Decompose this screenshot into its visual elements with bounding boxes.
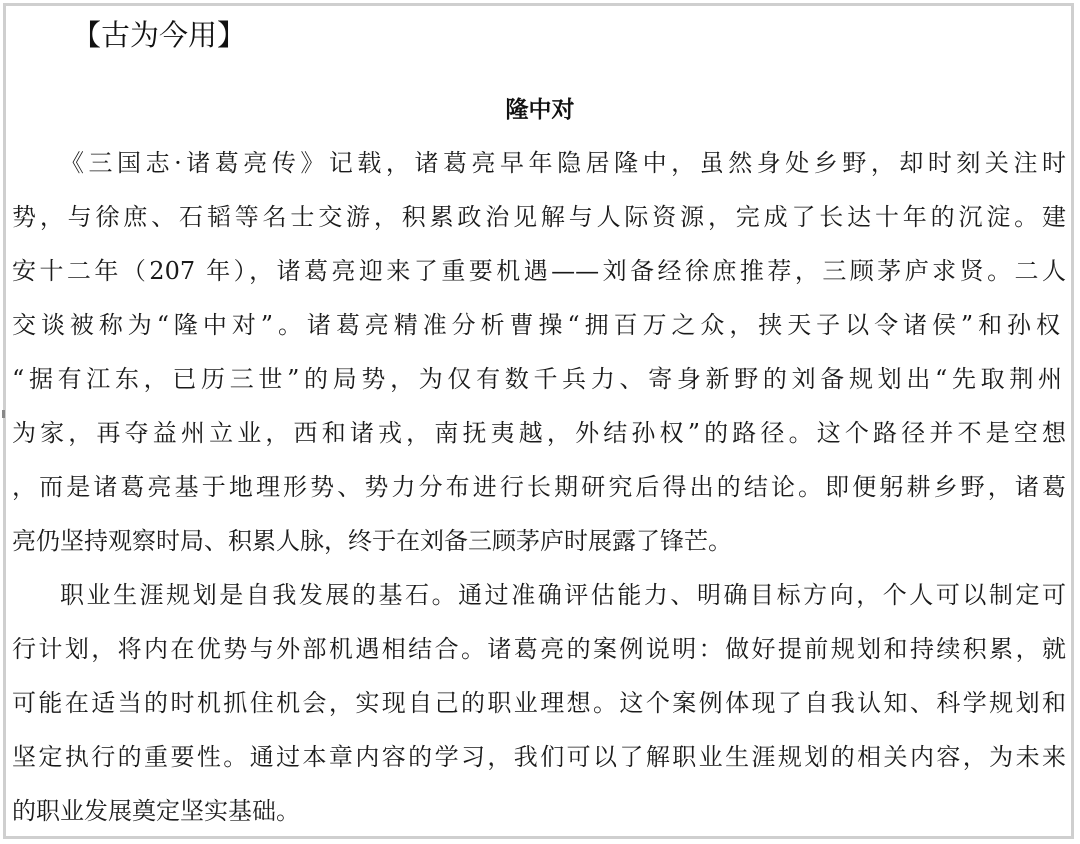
paragraph-line: 行计划，将内在优势与外部机遇相结合。诸葛亮的案例说明：做好提前规划和持续积累，就 <box>12 635 1066 663</box>
paragraph-line: 的职业发展奠定坚实基础。 <box>12 797 300 825</box>
paragraph-line: 安十二年（207 年），诸葛亮迎来了重要机遇——刘备经徐庶推荐，三顾茅庐求贤。二人 <box>12 257 1066 285</box>
paragraph-line: 《三国志·诸葛亮传》记载，诸葛亮早年隐居隆中，虽然身处乡野，却时刻关注时 <box>60 149 1066 177</box>
section-label: 【古为今用】 <box>72 18 247 52</box>
paragraph-line: 势，与徐庶、石韬等名士交游，积累政治见解与人际资源，完成了长达十年的沉淀。建 <box>12 203 1066 231</box>
margin-mark <box>2 410 5 418</box>
paragraph-line: 职业生涯规划是自我发展的基石。通过准确评估能力、明确目标方向，个人可以制定可 <box>60 581 1066 609</box>
paragraph-line: “据有江东，已历三世”的局势，为仅有数千兵力、寄身新野的刘备规划出“先取荆州 <box>12 365 1062 393</box>
paragraph-line: 为家，再夺益州立业，西和诸戎，南抚夷越，外结孙权”的路径。这个路径并不是空想 <box>12 419 1066 447</box>
paragraph-line: ，而是诸葛亮基于地理形势、势力分布进行长期研究后得出的结论。即便躬耕乡野，诸葛 <box>12 473 1066 501</box>
article-title: 隆中对 <box>505 97 575 123</box>
paragraph-line: 交谈被称为“隆中对”。诸葛亮精准分析曹操“拥百万之众，挟天子以令诸侯”和孙权 <box>12 311 1060 339</box>
paragraph-line: 坚定执行的重要性。通过本章内容的学习，我们可以了解职业生涯规划的相关内容，为未来 <box>12 743 1066 771</box>
paragraph-line: 亮仍坚持观察时局、积累人脉，终于在刘备三顾茅庐时展露了锋芒。 <box>12 527 732 555</box>
paragraph-line: 可能在适当的时机抓住机会，实现自己的职业理想。这个案例体现了自我认知、科学规划和 <box>12 689 1066 717</box>
